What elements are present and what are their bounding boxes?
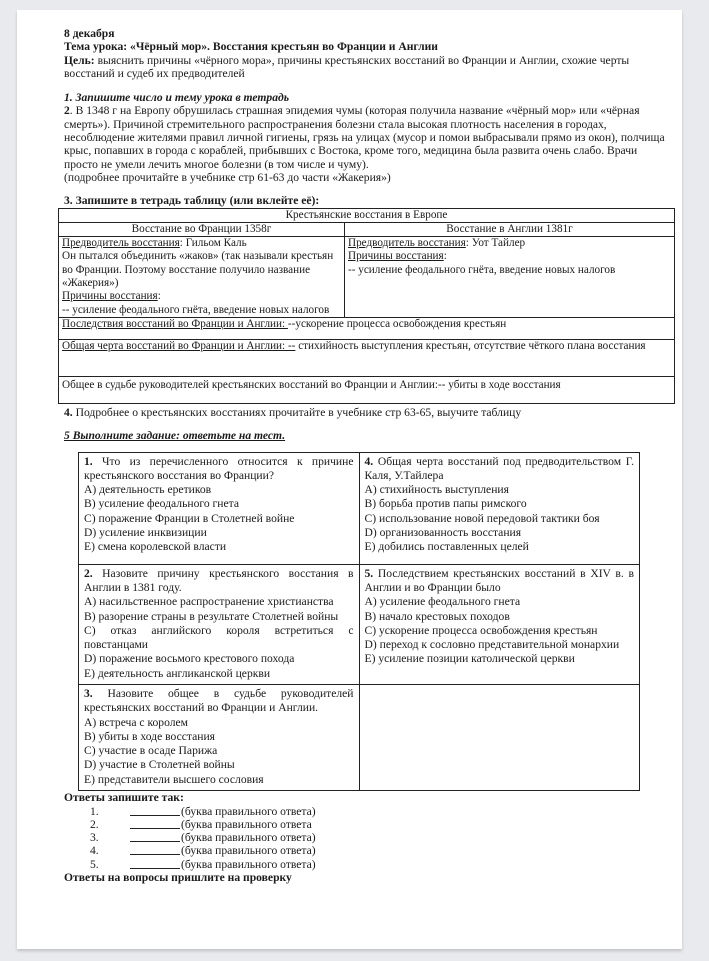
option: A) усиление феодального гнета bbox=[364, 595, 521, 609]
option: B) усиление феодального гнета bbox=[84, 497, 239, 511]
england-cell: Предводитель восстания: Уот Тайлер Причины восстания: -- усиление феодального гнёта, введение новых налогов bbox=[345, 237, 675, 318]
column-header-france: Восстание во Франции 1358г bbox=[59, 222, 345, 236]
option: A) насильственное распространение христианства bbox=[84, 595, 334, 609]
answer-blank[interactable] bbox=[130, 844, 180, 855]
submit-note: Ответы на вопросы пришлите на проверку bbox=[64, 871, 292, 885]
france-causes-value: -- усиление феодального гнёта, введение новых налогов bbox=[62, 303, 330, 316]
lesson-date: 8 декабря bbox=[64, 27, 115, 40]
option: E) представители высшего сословия bbox=[84, 772, 264, 786]
section-3-title: 3. Запишите в тетрадь таблицу (или вклейте её): bbox=[64, 194, 320, 208]
france-causes-label: Причины восстания bbox=[62, 290, 158, 303]
option: B) начало крестовых походов bbox=[364, 609, 510, 623]
goal-text: выяснить причины «чёрного мора», причины крестьянских восстаний во Франции и Англии, схожие черты восстаний и судеб их предводителей bbox=[64, 53, 630, 80]
question-3: 3. Назовите общее в судьбе руководителей крестьянских восстаний во Франции и Англии. A) встреча с королем B) убиты в ходе восстания C) участие в осаде Парижа D) участие в Столетней войны E) представители высшего сословия bbox=[79, 684, 360, 790]
question-5: 5. Последствием крестьянских восстаний в XIV в. в Англии и во Франции было A) усиление феодального гнета B) начало крестовых походов C) ускорение процесса освобождения крестьян D) переход к сословно представительной монархии E) усиление позиции католической церкви bbox=[359, 564, 640, 684]
section-1-title: 1. Запишите число и тему урока в тетрадь bbox=[64, 91, 290, 105]
document-content bbox=[64, 27, 674, 884]
option: B) борьба против папы римского bbox=[364, 497, 527, 511]
france-leader-label: Предводитель восстания bbox=[62, 237, 180, 250]
option: D) организованность восстания bbox=[364, 526, 522, 540]
answers-title: Ответы запишите так: bbox=[64, 791, 184, 805]
leaders-fate-row: Общее в судьбе руководителей крестьянских восстаний во Франции и Англии:-- убиты в ходе восстания bbox=[59, 376, 675, 403]
consequences-row bbox=[59, 317, 675, 339]
lesson-goal bbox=[64, 54, 674, 81]
france-leader-value: : Гильом Каль bbox=[179, 237, 247, 250]
answer-row: 3. (буква правильного ответа) bbox=[90, 831, 316, 845]
common-trait-label: Общая черта восстаний во Франции и Англии: -- bbox=[62, 339, 296, 352]
england-causes-label: Причины восстания bbox=[348, 250, 444, 263]
section-2-text bbox=[64, 104, 674, 170]
question-2: 2. Назовите причину крестьянского восстания в Англии в 1381 году. A) насильственное распространение христианства B) разорение страны в результате Столетней войны C) отказ английского короля встретиться с повстанцами D) поражение восьмого крестового похода E) деятельность англиканской церкви bbox=[79, 564, 360, 684]
option: E) добились поставленных целей bbox=[364, 540, 529, 554]
answer-blank[interactable] bbox=[130, 831, 180, 842]
empty-cell bbox=[359, 684, 640, 790]
answer-row: 1. (буква правильного ответа) bbox=[90, 804, 316, 818]
option: C) ускорение процесса освобождения крестьян bbox=[364, 623, 598, 637]
section-4-number: 4. bbox=[64, 405, 73, 419]
option: D) поражение восьмого крестового похода bbox=[84, 652, 295, 666]
england-leader-value: : Уот Тайлер bbox=[465, 237, 526, 250]
consequences-label: Последствия восстаний во Франции и Англии: bbox=[62, 317, 288, 330]
goal-label: Цель: bbox=[64, 53, 95, 67]
option: B) убиты в ходе восстания bbox=[84, 729, 215, 743]
option: D) участие в Столетней войны bbox=[84, 758, 235, 772]
common-trait-value: стихийность выступления крестьян, отсутствие чёткого плана восстания bbox=[295, 339, 646, 352]
answer-row: 5. (буква правильного ответа) bbox=[90, 857, 316, 871]
common-trait-row bbox=[59, 339, 675, 376]
lesson-topic: Тема урока: «Чёрный мор». Восстания крестьян во Франции и Англии bbox=[64, 40, 438, 54]
answer-blank[interactable] bbox=[130, 805, 180, 816]
option: E) деятельность англиканской церкви bbox=[84, 666, 271, 680]
question-1: 1. Что из перечисленного относится к причине крестьянского восстания во Франции? A) деятельность еретиков B) усиление феодального гнета C) поражение Франции в Столетней войне D) усиление инквизиции E) смена королевской власти bbox=[79, 452, 360, 564]
england-causes-value: -- усиление феодального гнёта, введение новых налогов bbox=[348, 263, 616, 276]
consequences-value: --ускорение процесса освобождения крестьян bbox=[287, 317, 507, 330]
england-leader-label: Предводитель восстания bbox=[348, 237, 466, 250]
answer-blank[interactable] bbox=[130, 858, 180, 869]
table-caption: Крестьянские восстания в Европе bbox=[59, 208, 675, 222]
section-2-note: (подробнее прочитайте в учебнике стр 61-63 до части «Жакерия») bbox=[64, 170, 391, 184]
document-page bbox=[17, 10, 682, 949]
answers-list bbox=[90, 805, 674, 871]
column-header-england: Восстание в Англии 1381г bbox=[345, 222, 675, 236]
question-4: 4. Общая черта восстаний под предводительством Г. Каля, У.Тайлера A) стихийность выступления B) борьба против папы римского C) использование новой передовой тактики боя D) организованность восстания E) добились поставленных целей bbox=[359, 452, 640, 564]
option: C) отказ английского короля встретиться с повстанцами bbox=[84, 623, 354, 652]
section-4-text bbox=[64, 406, 674, 419]
option: E) усиление позиции католической церкви bbox=[364, 652, 575, 666]
france-cell: Предводитель восстания: Гильом Каль Он пытался объединить «жаков» (так называли крестьян во Франции. Поэтому восстание получило название «Жакерия») Причины восстания: -- усиление феодального гнёта, введение новых налогов bbox=[59, 237, 345, 318]
option: A) стихийность выступления bbox=[364, 483, 509, 497]
test-table bbox=[78, 452, 640, 792]
answer-blank[interactable] bbox=[130, 818, 180, 829]
option: C) поражение Франции в Столетней войне bbox=[84, 511, 295, 525]
france-description: Он пытался объединить «жаков» (так называли крестьян во Франции. Поэтому восстание получило название «Жакерия») bbox=[62, 250, 334, 290]
option: D) усиление инквизиции bbox=[84, 526, 207, 540]
option: C) участие в осаде Парижа bbox=[84, 744, 218, 758]
option: D) переход к сословно представительной монархии bbox=[364, 638, 620, 652]
answer-row: 4. (буква правильного ответа) bbox=[90, 844, 316, 858]
option: C) использование новой передовой тактики боя bbox=[364, 511, 600, 525]
section-5-title: 5 Выполните задание: ответьте на тест. bbox=[64, 429, 286, 443]
option: B) разорение страны в результате Столетней войны bbox=[84, 609, 339, 623]
answer-row: 2. (буква правильного ответа bbox=[90, 817, 312, 831]
section-2-number: 2 bbox=[64, 104, 70, 118]
option: A) деятельность еретиков bbox=[84, 483, 212, 497]
option: A) встреча с королем bbox=[84, 715, 189, 729]
option: E) смена королевской власти bbox=[84, 540, 227, 554]
section-2-body: . В 1348 г на Европу обрушилась страшная эпидемия чумы (которая получила название «чёрный мор» или «чёрная смерть»). Причиной стремительного распространения болезни стала высокая плотность населения в городах, несоблюдение жителями правил личной гигиены, грязь на улицах (мусор и помои выбрасывали прямо из окон), полчища крыс, попавших в города с кораблей, прибывших с Востока, кроме того, медицина была развита очень слабо. Врачи просто не умели лечить многое болезни (в том числе и чуму). bbox=[64, 104, 665, 171]
section-4-body: Подробнее о крестьянских восстаниях прочитайте в учебнике стр 63-65, выучите таблицу bbox=[72, 405, 522, 419]
uprisings-table bbox=[58, 208, 675, 404]
